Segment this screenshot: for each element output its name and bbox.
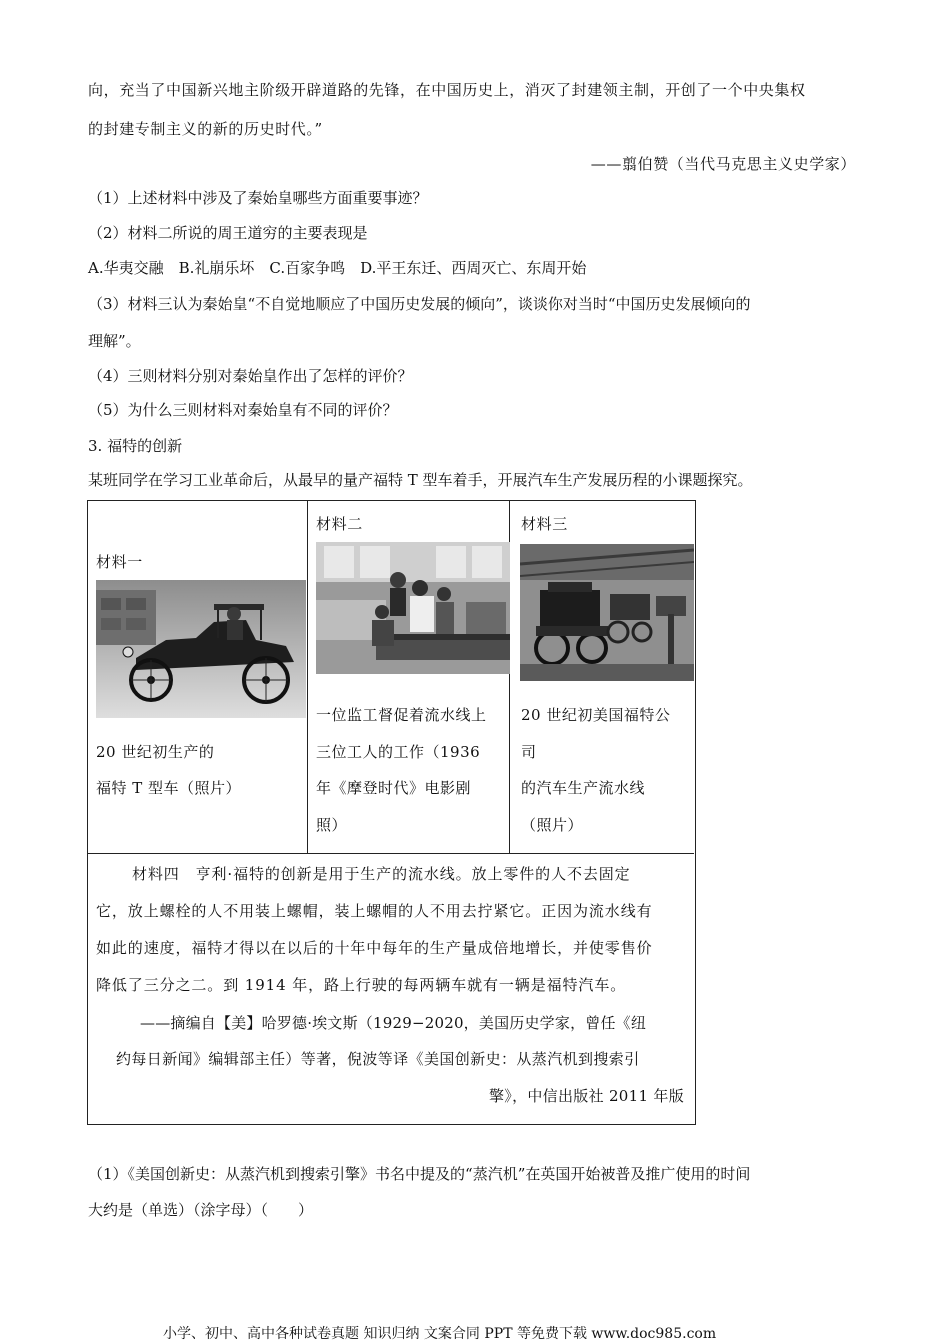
material-4-line-2: 它，放上螺栓的人不用装上螺帽，装上螺帽的人不用去拧紧它。正因为流水线有 [96,902,653,920]
passage-line-1: 向，充当了中国新兴地主阶级开辟道路的先锋，在中国历史上，消灭了封建领主制，开创了一个中央集权 [88,81,806,99]
material-3-caption-line-4: （照片） [521,816,584,834]
material-3-label: 材料三 [521,515,568,533]
material-1-label: 材料一 [96,553,143,571]
modern-times-assembly-line-photo [316,542,510,674]
question-2-options: A.华夷交融 B.礼崩乐坏 C.百家争鸣 D.平王东迁、西周灭亡、东周开始 [88,259,587,277]
section-3-question-1-line-1: （1）《美国创新史：从蒸汽机到搜索引擎》书名中提及的“蒸汽机”在英国开始被普及推广使用的时间 [88,1165,751,1183]
question-5: （5）为什么三则材料对秦始皇有不同的评价？ [88,401,398,419]
material-2-caption-line-1: 一位监工督促着流水线上 [316,706,487,724]
material-3-caption-line-3: 的汽车生产流水线 [521,779,646,797]
material-4-line-1: 材料四 亨利·福特的创新是用于生产的流水线。放上零件的人不去固定 [132,865,631,883]
material-2-caption-line-4: 照） [316,816,348,834]
question-3-line-1: （3）材料三认为秦始皇“不自觉地顺应了中国历史发展的倾向”，谈谈你对当时“中国历史发展倾向的 [88,295,751,313]
page-footer: 小学、初中、高中各种试卷真题 知识归纳 文案合同 PPT 等免费下载 www.doc985.com [163,1326,717,1342]
material-4-source-line-3: 擎》，中信出版社 2011 年版 [488,1087,684,1105]
material-2-caption-line-2: 三位工人的工作（1936 [316,743,481,761]
question-2: （2）材料二所说的周王道穷的主要表现是 [88,224,368,242]
material-3-caption-line-1: 20 世纪初美国福特公 [521,706,671,724]
material-2-label: 材料二 [316,515,363,533]
passage-attribution: ——翦伯赞（当代马克思主义史学家） [590,155,856,173]
question-4: （4）三则材料分别对秦始皇作出了怎样的评价？ [88,367,413,385]
section-3-intro: 某班同学在学习工业革命后，从最早的量产福特 T 型车着手，开展汽车生产发展历程的小课题探究。 [88,471,753,489]
material-4-line-3: 如此的速度，福特才得以在以后的十年中每年的生产量成倍地增长，并使零售价 [96,939,653,957]
ford-production-line-photo [520,544,694,681]
passage-line-2: 的封建专制主义的新的历史时代。” [88,120,323,138]
question-1: （1）上述材料中涉及了秦始皇哪些方面重要事迹？ [88,189,428,207]
material-4-source-line-2: 约每日新闻》编辑部主任）等著，倪波等译《美国创新史：从蒸汽机到搜索引 [116,1050,640,1068]
material-4-line-4: 降低了三分之二。到 1914 年，路上行驶的每两辆车就有一辆是福特汽车。 [96,976,627,994]
question-3-line-2: 理解”。 [88,332,141,350]
material-2-caption-line-3: 年《摩登时代》电影剧 [316,779,472,797]
material-4-source-line-1: ——摘编自【美】哈罗德·埃文斯（1929−2020，美国历史学家，曾任《纽 [140,1014,647,1032]
ford-model-t-photo [96,580,306,718]
section-3-question-1-line-2: 大约是（单选）（涂字母）（ ） [88,1201,314,1219]
section-3-title: 3. 福特的创新 [88,437,183,455]
material-1-caption-line-2: 福特 T 型车（照片） [96,779,242,797]
material-1-caption-line-1: 20 世纪初生产的 [96,743,215,761]
material-3-caption-line-2: 司 [521,743,537,761]
